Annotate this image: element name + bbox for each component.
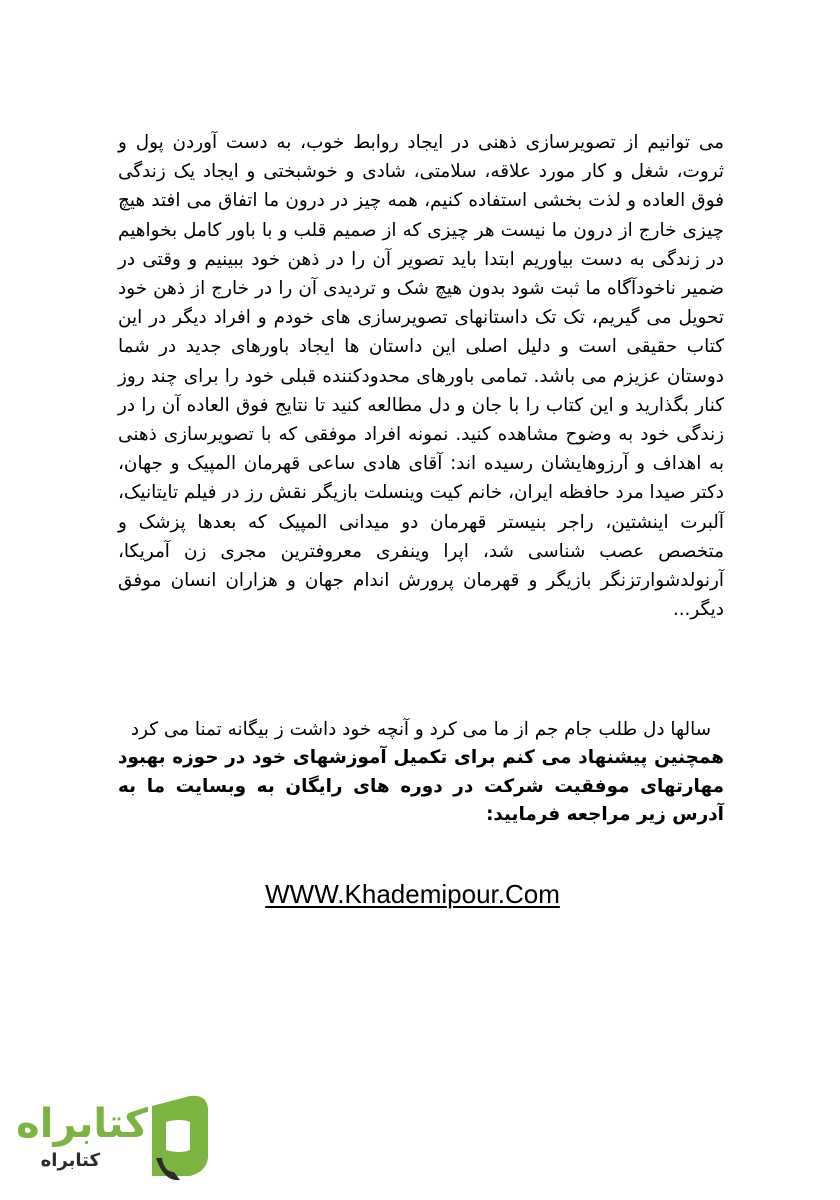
- book-logo-icon: [144, 1092, 216, 1184]
- logo-wordmark-small: کتابراه: [40, 1150, 100, 1171]
- website-link[interactable]: WWW.Khademipour.Com: [265, 879, 560, 909]
- logo-wordmark: کتابراه: [16, 1101, 148, 1147]
- ketabrah-logo: [16, 1092, 218, 1188]
- poem-line: سالها دل طلب جام جم از ما می کرد و آنچه خود داشت ز بیگانه تمنا می کرد: [130, 719, 712, 740]
- recommendation-paragraph: همچنین پیشنهاد می کنم برای تکمیل آموزشهای خود در حوزه بهبود مهارتهای موفقیت شرکت در دوره های رایگان به وبسایت ما به آدرس زیر مراجعه فرمایید:: [118, 747, 724, 825]
- main-paragraph: می توانیم از تصویرسازی ذهنی در ایجاد روابط خوب، به دست آوردن پول و ثروت، شغل و کار مورد علاقه، سلامتی، شادی و خوشبختی و ایجاد یک زندگی فوق العاده و لذت بخشی استفاده کنیم، همه چیز در درون ما اتفاق می افتد هیچ چیزی خارج از درون ما نیست هر چیزی که از صمیم قلب و با باور کامل بخواهیم در زندگی به دست بیاوریم ابتدا باید تصویر آن را در ذهن خود ببینیم و وقتی در ضمیر ناخودآگاه ما ثبت شود بدون هیچ شک و تردیدی آن را در خارج از ذهن خود تحویل می گیریم، تک تک داستانهای تصویرسازی های خودم و افراد دیگر در این کتاب حقیقی است و دلیل اصلی این داستان ها ایجاد باورهای جدید در شما دوستان عزیزم می باشد. تمامی باورهای محدودکننده قبلی خود را برای چند روز کنار بگذارید و این کتاب را با جان و دل مطالعه کنید تا نتایج فوق العاده آن را در زندگی خود به وضوح مشاهده کنید. نمونه افراد موفقی که با تصویرسازی ذهنی به اهداف و آرزوهایشان رسیده اند: آقای هادی ساعی قهرمان المپیک و جهان، دکتر صیدا مرد حافظه ایران، خانم کیت وینسلت بازیگر نقش رز در فیلم تایتانیک، آلبرت اینشتین، راجر بنیستر قهرمان دو میدانی المپیک که بعدها پزشک و متخصص عصب شناسی شد، اپرا وینفری معروفترین مجری زن آمریکا، آرنولدشوارتزنگر بازیگر و قهرمان پرورش اندام جهان و هزاران انسان موفق دیگر...: [118, 132, 724, 621]
